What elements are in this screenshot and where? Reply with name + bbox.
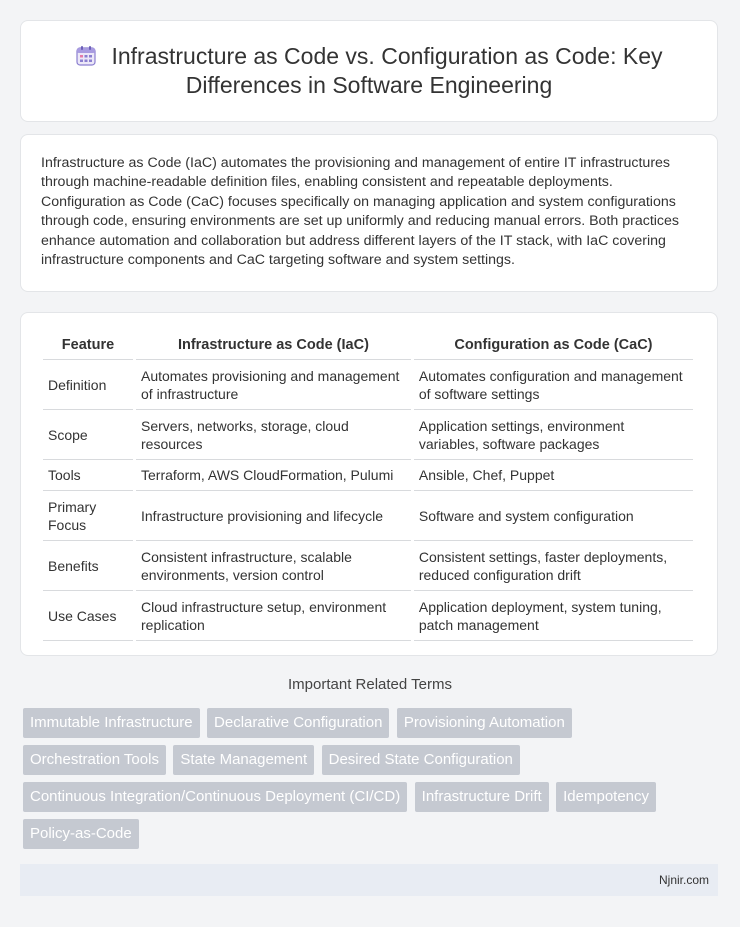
intro-card [20,134,718,292]
cell-cac: Application settings, environment variables, software packages [414,410,693,460]
page-title [61,42,677,100]
comparison-card [20,312,718,656]
cell-cac: Consistent settings, faster deployments, reduced configuration drift [414,541,693,591]
cell-iac: Cloud infrastructure setup, environment replication [136,591,411,641]
related-term-tag[interactable]: State Management [173,745,314,775]
calendar-icon [75,45,97,67]
cell-cac: Software and system configuration [414,491,693,541]
header-iac: Infrastructure as Code (IaC) [136,331,411,360]
table-row [43,591,693,641]
cell-feature: Scope [43,410,133,460]
cell-iac: Infrastructure provisioning and lifecycle [136,491,411,541]
related-term-tag[interactable]: Immutable Infrastructure [23,708,200,738]
footer [20,864,718,896]
related-term-tag[interactable]: Orchestration Tools [23,745,166,775]
table-row [43,410,693,460]
cell-feature: Primary Focus [43,491,133,541]
table-row [43,360,693,410]
cell-iac: Terraform, AWS CloudFormation, Pulumi [136,460,411,491]
table-row [43,541,693,591]
cell-cac: Automates configuration and management of software settings [414,360,693,410]
related-terms-title: Important Related Terms [288,676,452,693]
comparison-table [40,331,696,641]
related-term-tag[interactable]: Infrastructure Drift [415,782,549,812]
header-feature: Feature [43,331,133,360]
related-term-tag[interactable]: Continuous Integration/Continuous Deployment (CI/CD) [23,782,407,812]
related-terms-list [23,708,723,856]
intro-text: Infrastructure as Code (IaC) automates the provisioning and management of entire IT infrastructures through machine-readable definition files, enabling consistent and repeatable deployments. Configuration as Code (CaC) focuses specifically on managing application and system configurations through code, ensuring environments are set up uniformly and reducing manual errors. Both practices enhance automation and collaboration but address different layers of the IT stack, with IaC covering infrastructure components and CaC targeting software and system settings. [41,155,679,269]
cell-feature: Tools [43,460,133,491]
related-term-tag[interactable]: Desired State Configuration [322,745,520,775]
cell-iac: Servers, networks, storage, cloud resources [136,410,411,460]
related-term-tag[interactable]: Provisioning Automation [397,708,572,738]
cell-cac: Application deployment, system tuning, patch management [414,591,693,641]
cell-iac: Automates provisioning and management of infrastructure [136,360,411,410]
header-cac: Configuration as Code (CaC) [414,331,693,360]
related-term-tag[interactable]: Idempotency [556,782,656,812]
cell-feature: Definition [43,360,133,410]
title-card [20,20,718,122]
footer-site-link[interactable]: Njnir.com [658,873,709,887]
related-term-tag[interactable]: Policy-as-Code [23,819,139,849]
table-row [43,460,693,491]
related-term-tag[interactable]: Declarative Configuration [207,708,389,738]
page-title-text: Infrastructure as Code vs. Configuration as Code: Key Differences in Software Engineering [111,43,663,98]
table-row [43,491,693,541]
cell-feature: Benefits [43,541,133,591]
cell-cac: Ansible, Chef, Puppet [414,460,693,491]
cell-iac: Consistent infrastructure, scalable environments, version control [136,541,411,591]
cell-feature: Use Cases [43,591,133,641]
